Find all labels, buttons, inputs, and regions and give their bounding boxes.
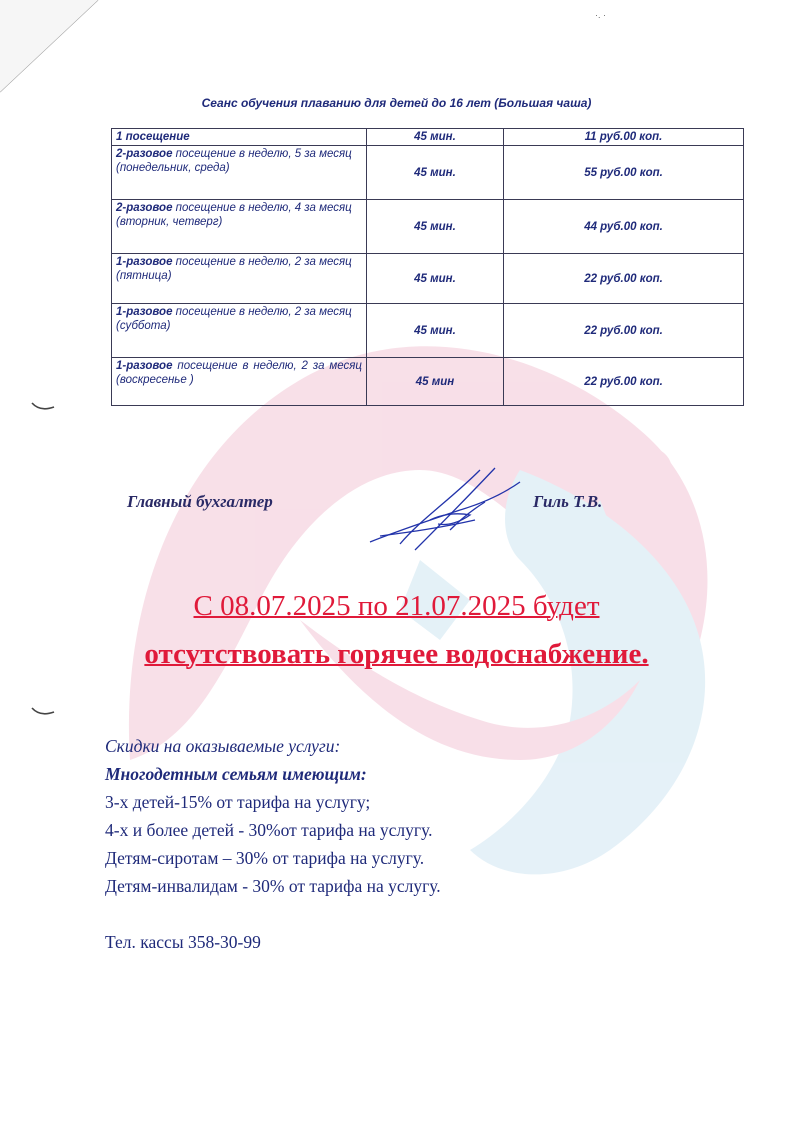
visit-description: посещение в неделю, 2 за месяц bbox=[172, 306, 352, 318]
handwritten-signature bbox=[360, 460, 540, 560]
notice-line-2: отсутствовать горячее водоснабжение. bbox=[144, 638, 649, 670]
page-corner-fold bbox=[0, 0, 110, 110]
service-description-cell bbox=[112, 146, 367, 200]
visit-description: посещение в неделю, 2 за месяц bbox=[172, 256, 352, 268]
service-description-cell bbox=[112, 304, 367, 358]
table-row bbox=[112, 129, 744, 146]
visit-days: (суббота) bbox=[116, 320, 171, 332]
table-row bbox=[112, 254, 744, 304]
visit-frequency: 2-разовое bbox=[116, 148, 173, 160]
visit-description: посещение в неделю, 5 за месяц bbox=[172, 148, 352, 160]
service-description-cell bbox=[112, 129, 367, 146]
price-cell: 22 руб.00 коп. bbox=[504, 304, 744, 358]
duration-cell: 45 мин. bbox=[367, 304, 504, 358]
visit-days: (вторник, четверг) bbox=[116, 216, 223, 228]
visit-description: 1 посещение bbox=[116, 131, 190, 143]
service-description-cell bbox=[112, 200, 367, 254]
price-cell: 44 руб.00 коп. bbox=[504, 200, 744, 254]
duration-cell: 45 мин. bbox=[367, 254, 504, 304]
price-table bbox=[111, 128, 744, 406]
discount-item: Детям-инвалидам - 30% от тарифа на услугу. bbox=[105, 876, 441, 896]
signatory-name: Гиль Т.В. bbox=[533, 492, 603, 511]
discount-item: Детям-сиротам – 30% от тарифа на услугу. bbox=[105, 848, 425, 868]
watermark-head bbox=[628, 448, 672, 492]
discounts-subheading: Многодетным семьям имеющим: bbox=[105, 764, 367, 784]
scan-speck: ·. · bbox=[595, 10, 606, 20]
price-cell: 11 руб.00 коп. bbox=[504, 129, 744, 146]
service-description-cell bbox=[112, 358, 367, 406]
price-cell: 55 руб.00 коп. bbox=[504, 146, 744, 200]
duration-cell: 45 мин bbox=[367, 358, 504, 406]
price-cell: 22 руб.00 коп. bbox=[504, 358, 744, 406]
price-table-title: Сеанс обучения плаванию для детей до 16 лет (Большая чаша) bbox=[201, 96, 592, 110]
visit-days: (пятница) bbox=[116, 270, 172, 282]
duration-cell: 45 мин. bbox=[367, 129, 504, 146]
punch-hole-mark bbox=[30, 705, 56, 719]
notice-line-1: С 08.07.2025 по 21.07.2025 будет bbox=[193, 590, 600, 622]
table-row bbox=[112, 358, 744, 406]
signatory-role: Главный бухгалтер bbox=[127, 492, 273, 511]
service-description-cell bbox=[112, 254, 367, 304]
cashier-phone: Тел. кассы 358-30-99 bbox=[105, 932, 261, 952]
duration-cell: 45 мин. bbox=[367, 200, 504, 254]
visit-frequency: 2-разовое bbox=[116, 202, 173, 214]
table-row bbox=[112, 200, 744, 254]
table-row bbox=[112, 304, 744, 358]
discount-item: 3-х детей-15% от тарифа на услугу; bbox=[105, 792, 371, 812]
duration-cell: 45 мин. bbox=[367, 146, 504, 200]
punch-hole-mark bbox=[30, 400, 56, 414]
discounts-heading: Скидки на оказываемые услуги: bbox=[105, 736, 341, 756]
visit-description: посещение в неделю, 4 за месяц bbox=[172, 202, 352, 214]
visit-frequency: 1-разовое bbox=[116, 306, 173, 318]
table-row bbox=[112, 146, 744, 200]
visit-days: (понедельник, среда) bbox=[116, 162, 230, 174]
discount-item: 4-х и более детей - 30%от тарифа на услугу. bbox=[105, 820, 433, 840]
price-cell: 22 руб.00 коп. bbox=[504, 254, 744, 304]
visit-frequency: 1-разовое bbox=[116, 256, 173, 268]
visit-description: посещение в неделю, 2 за месяц (воскресенье ) bbox=[116, 360, 362, 386]
visit-frequency: 1-разовое bbox=[116, 360, 173, 372]
